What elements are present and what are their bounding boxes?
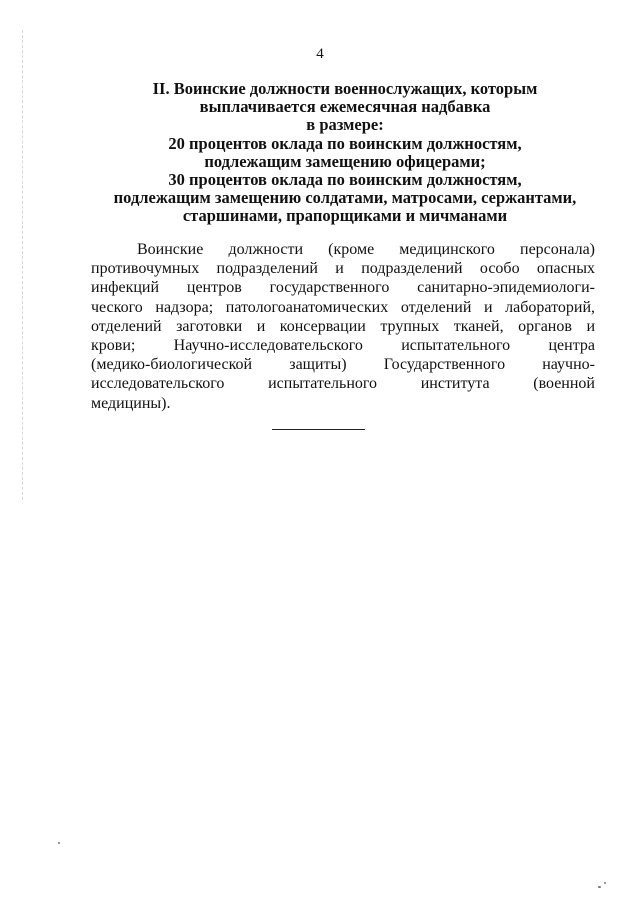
body-line: крови; Научно-исследовательского испытательного центра [91, 336, 595, 354]
heading-line: 20 процентов оклада по воинским должностям, [168, 133, 522, 153]
heading-line: II. Воинские должности военнослужащих, которым [152, 79, 538, 98]
page-number: 4 [316, 46, 324, 62]
scan-edge-mark [22, 30, 23, 500]
scan-speck [604, 882, 606, 884]
section-heading [80, 80, 610, 226]
body-line: исследовательского испытательного института (военной [91, 375, 595, 393]
scan-speck [58, 842, 60, 844]
body-line: Воинские должности (кроме медицинского персонала) [137, 241, 595, 258]
heading-line: подлежащим замещению солдатами, матросами, сержантами, [113, 188, 577, 208]
heading-line: в размере: [306, 115, 384, 135]
body-line: противочумных подразделений и подразделений особо опасных [91, 260, 595, 278]
heading-line: старшинами, прапорщиками и мичманами [182, 206, 508, 226]
heading-line: 30 процентов оклада по воинским должностям, [168, 170, 522, 190]
body-line: ческого надзора; патологоанатомических отделений и лабораторий, [91, 298, 595, 316]
body-line: инфекций центров государственного санитарно-эпидемиологи- [91, 279, 595, 297]
body-line: медицины). [91, 394, 171, 412]
end-of-section-rule [272, 429, 365, 430]
scan-speck [598, 886, 601, 888]
body-paragraph [91, 240, 595, 413]
heading-line: выплачивается ежемесячная надбавка [199, 97, 491, 117]
heading-line: подлежащим замещению офицерами; [204, 151, 486, 171]
body-line: отделений заготовки и консервации трупных тканей, органов и [91, 317, 595, 335]
body-line: (медико-биологической защиты) Государственного научно- [91, 356, 595, 374]
